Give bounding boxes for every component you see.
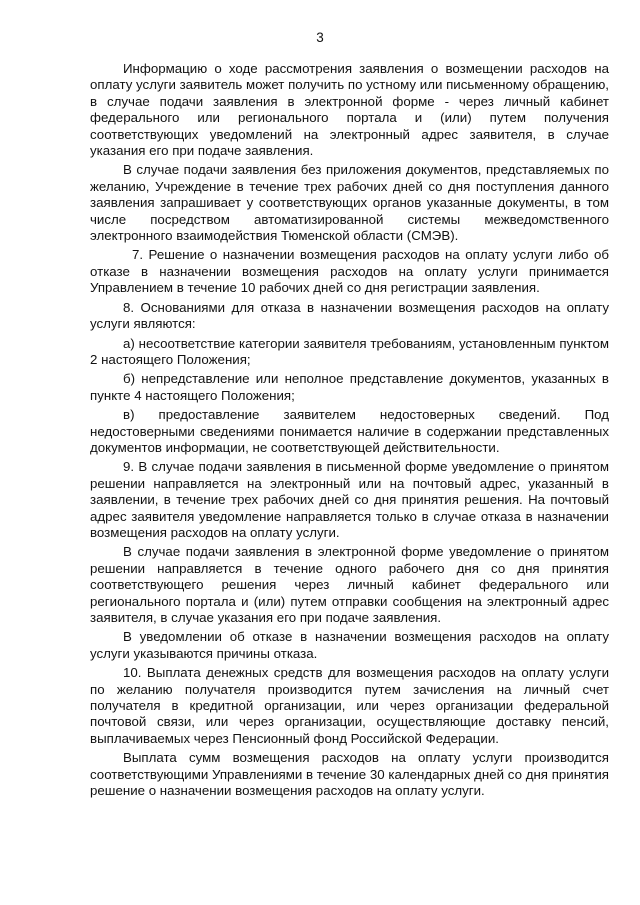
paragraph-application-status-info: Информацию о ходе рассмотрения заявления о возмещении расходов на оплату услуги заявитель может получить по устному или письменному обращению, в случае подачи заявления в электронной форме - через личный кабинет федерального или регионального портала и (или) путем получения соответствующих уведомлений на электронный адрес заявителя, в случае указания его при подаче заявления. xyxy=(90,61,609,159)
paragraph-refusal-reasons: В уведомлении об отказе в назначении возмещения расходов на оплату услуги указываются причины отказа. xyxy=(90,629,609,661)
document-body xyxy=(90,61,609,802)
paragraph-item-10: 10. Выплата денежных средств для возмещения расходов на оплату услуги по желанию получателя производится путем зачисления на личный счет получателя в кредитной организации, или через организации федеральной почтовой связи, или через организации, осуществляющие доставку пенсий, выплачиваемых через Пенсионный фонд Российской Федерации. xyxy=(90,665,609,746)
paragraph-documents-request: В случае подачи заявления без приложения документов, представляемых по желанию, Учреждение в течение трех рабочих дней со дня поступления данного заявления запрашивает у соответствующих органов указанные документы, в том числе посредством автоматизированной системы межведомственного электронного взаимодействия Тюменской области (СМЭВ). xyxy=(90,162,609,244)
paragraph-payment-terms: Выплата сумм возмещения расходов на оплату услуги производится соответствующими Управлениями в течение 30 календарных дней со дня принятия решение о назначении возмещения расходов на оплату услуги. xyxy=(90,750,609,799)
paragraph-item-7: 7. Решение о назначении возмещения расходов на оплату услуги либо об отказе в назначении возмещения расходов на оплату услуги принимается Управлением в течение 10 рабочих дней со дня регистрации заявления. xyxy=(90,247,609,296)
paragraph-item-8: 8. Основаниями для отказа в назначении возмещения расходов на оплату услуги являются: xyxy=(90,299,609,332)
paragraph-item-8a: а) несоответствие категории заявителя требованиям, установленным пунктом 2 настоящего Положения; xyxy=(90,335,609,367)
paragraph-item-9: 9. В случае подачи заявления в письменной форме уведомление о принятом решении направляется на электронный или на почтовый адрес, указанный в заявлении, в течение трех рабочих дней со дня принятия решения. На почтовый адрес заявителя уведомление направляется только в случае отказа в назначении возмещения расходов на оплату услуги. xyxy=(90,459,609,540)
page-number: 3 xyxy=(316,30,324,45)
paragraph-item-8b: б) непредставление или неполное представление документов, указанных в пункте 4 настоящего Положения; xyxy=(90,371,609,403)
paragraph-electronic-notice: В случае подачи заявления в электронной форме уведомление о принятом решении направляется в течение одного рабочего дня со дня принятия соответствующего решения через личный кабинет федерального или регионального портала и (или) путем отправки сообщения на электронный адрес заявителя, в случае указания его при подаче заявления. xyxy=(90,544,609,625)
paragraph-item-8v: в) предоставление заявителем недостоверных сведений. Под недостоверными сведениями понимается наличие в содержании представленных документов информации, не соответствующей действительности. xyxy=(90,407,609,455)
